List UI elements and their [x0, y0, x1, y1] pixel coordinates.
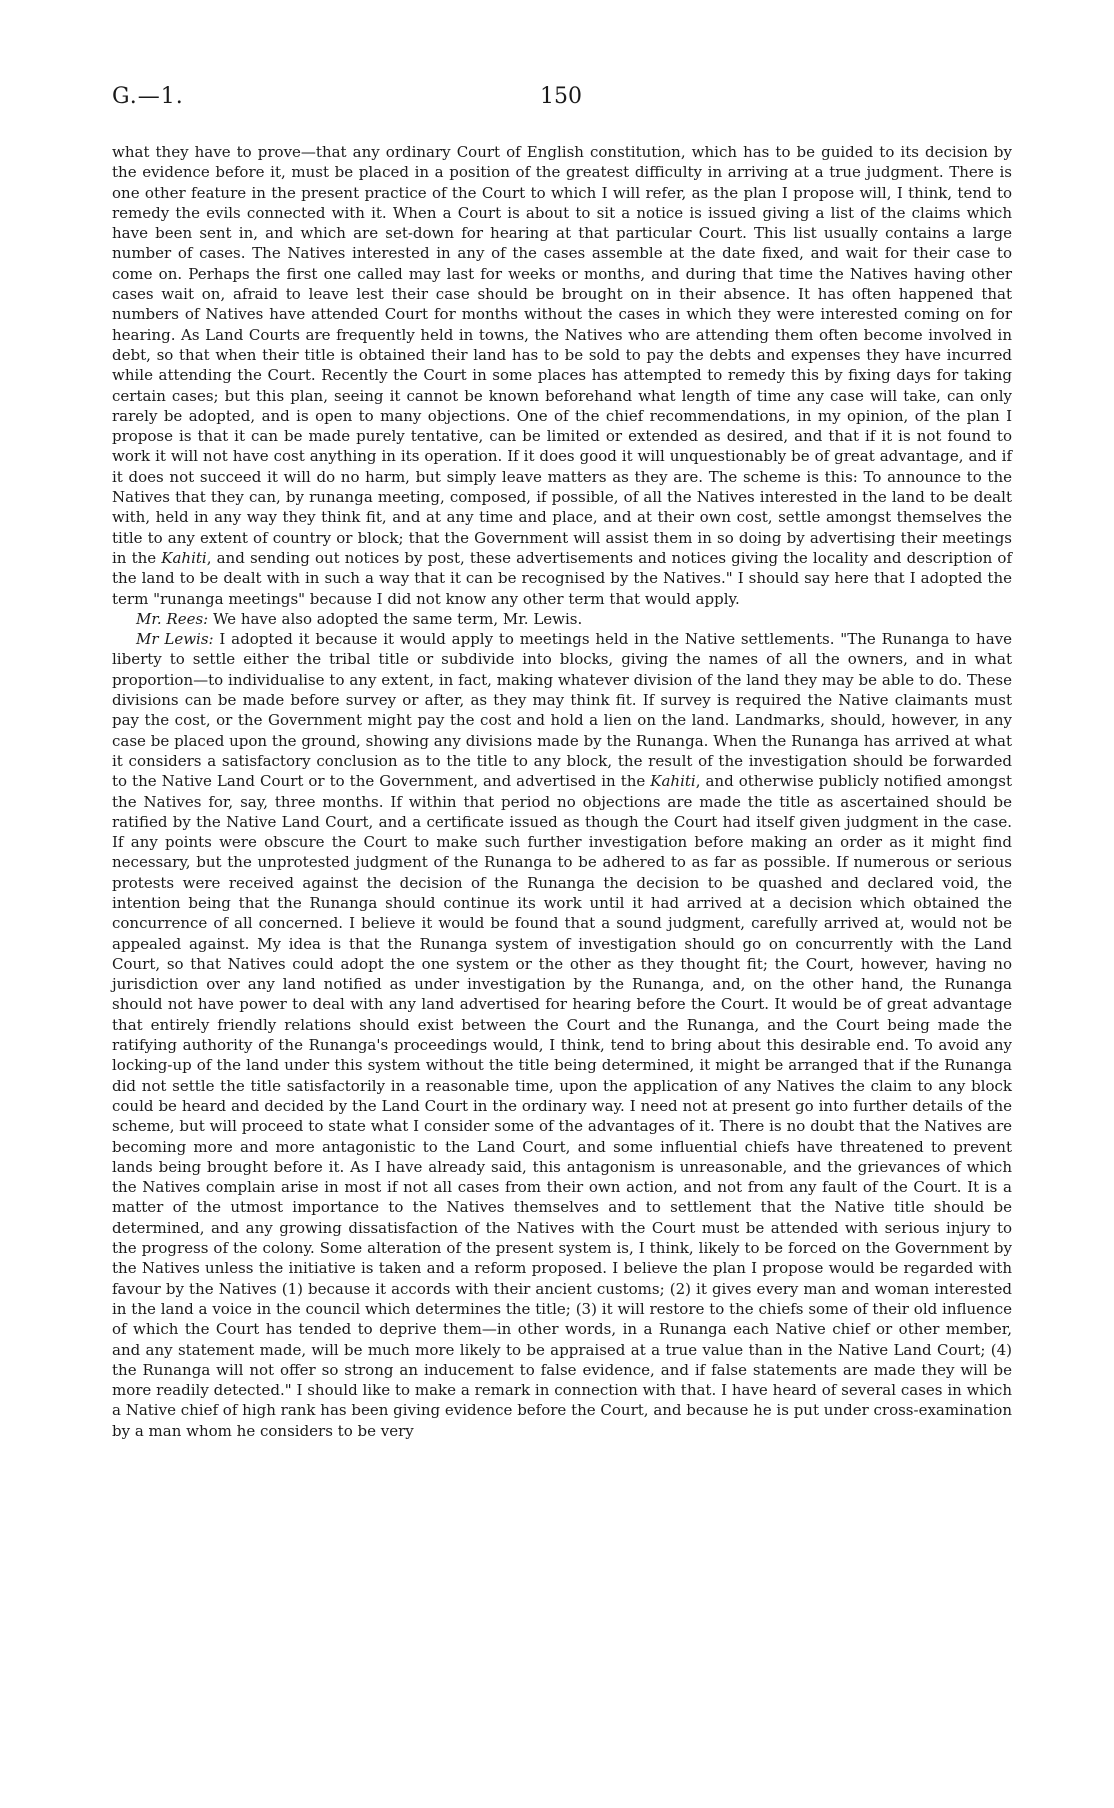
paragraph — [112, 142, 1012, 609]
speaker-label: Mr Lewis: — [136, 630, 214, 649]
text-run: , and otherwise publicly notified amongst the Natives for, say, three months. If within that period no objections are made the title as ascertained should be ratified by the Native Land Court, and a certificate issued as though the Court had itself given judgment in the case. If any points were obscure the Court to make such further investigation before making an order as it might find necessary, but the unprotested judgment of the Runanga to be adhered to as far as possible. If numerous or serious protests were received against the decision of the Runanga the decision to be quashed and declared void, the intention being that the Runanga should continue its work until it had arrived at a decision which obtained the concurrence of all concerned. I believe it would be found that a sound judgment, carefully arrived at, would not be appealed against. My idea is that the Runanga system of investigation should go on concurrently with the Land Court, so that Natives could adopt the one system or the other as they thought fit; the Court, however, having no jurisdiction over any land notified as under investigation by the Runanga, and, on the other hand, the Runanga should not have power to deal with any land advertised for hearing before the Court. It would be of great advantage that entirely friendly relations should exist between the Court and the Runanga, and the Court being made the ratifying authority of the Runanga's proceedings would, I think, tend to bring about this desirable end. To avoid any locking-up of the land under this system without the title being determined, it might be arranged that if the Runanga did not settle the title satisfactorily in a reasonable time, upon the application of any Natives the claim to any block could be heard and decided by the Land Court in the ordinary way. I need not at present go into further details of the scheme, but will proceed to state what I consider some of the advantages of it. There is no doubt that the Natives are becoming more and more antagonistic to the Land Court, and some influential chiefs have threatened to prevent lands being brought before it. As I have already said, this antagonism is unreasonable, and the grievances of which the Natives complain arise in most if not all cases from their own action, and not from any fault of the Court. It is a matter of the utmost importance to the Natives themselves and to settlement that the Native title should be determined, and any growing dissatisfaction of the Natives with the Court must be attended with serious injury to the progress of the colony. Some alteration of the present system is, I think, likely to be forced on the Government by the Natives unless the initiative is taken and a reform proposed. I believe the plan I propose would be regarded with favour by the Natives (1) because it accords with their ancient customs; (2) it gives every man and woman interested in the land a voice in the council which determines the title; (3) it will restore to the chiefs some of their old influence of which the Court has tended to deprive them—in other words, in a Runanga each Native chief or other member, and any statement made, will be much more likely to be appraised at a true value than in the Native Land Court; (4) the Runanga will not offer so strong an inducement to false evidence, and if false statements are made they will be more readily detected." I should like to make a remark in connection with that. I have heard of several cases in which a Native chief of high rank has been giving evidence before the Court, and because he is put under cross-examination by a man whom he considers to be very — [112, 772, 1012, 1440]
page-body — [112, 142, 1012, 1441]
text-run: I adopted it because it would apply to meetings held in the Native settlements. "The Runanga to have liberty to settle either the tribal title or subdivide into blocks, giving the names of all the owners, and in what proportion—to individualise to any extent, in fact, making whatever division of the land they may be able to do. These divisions can be made before survey or after, as they may think fit. If survey is required the Native claimants must pay the cost, or the Government might pay the cost and hold a lien on the land. Landmarks, should, however, in any case be placed upon the ground, showing any divisions made by the Runanga. When the Runanga has arrived at what it considers a satisfactory conclusion as to the title to any block, the result of the investigation should be forwarded to the Native Land Court or to the Government, and advertised in the — [112, 630, 1013, 791]
text-run: what they have to prove—that any ordinary Court of English constitution, which has to be guided to its decision by the evidence before it, must be placed in a position of the greatest difficulty in arriving at a true judgment. There is one other feature in the present practice of the Court to which I will refer, as the plan I propose will, I think, tend to remedy the evils connected with it. When a Court is about to sit a notice is issued giving a list of the claims which have been sent in, and which are set-down for hearing at that particular Court. This list usually contains a large number of cases. The Natives interested in any of the cases assemble at the date fixed, and wait for their case to come on. Perhaps the first one called may last for weeks or months, and during that time the Natives having other cases wait on, afraid to leave lest their case should be brought on in their absence. It has often happened that numbers of Natives have attended Court for months without the cases in which they were interested coming on for hearing. As Land Courts are frequently held in towns, the Natives who are attending them often become involved in debt, so that when their title is obtained their land has to be sold to pay the debts and expenses they have incurred while attending the Court. Recently the Court in some places has attempted to remedy this by fixing days for taking certain cases; but this plan, seeing it cannot be known beforehand what length of time any case will take, can only rarely be adopted, and is open to many objections. One of the chief recommendations, in my opinion, of the plan I propose is that it can be made purely tentative, can be limited or extended as desired, and that if it is not found to work it will not have cost anything in its operation. If it does good it will unquestionably be of great advantage, and if it does not succeed it will do no harm, but simply leave matters as they are. The scheme is this: To announce to the Natives that they can, by runanga meeting, composed, if possible, of all the Natives interested in the land to be dealt with, held in any way they think fit, and at any time and place, and at their own cost, settle amongst themselves the title to any extent of country or block; that the Government will assist them in so doing by advertising their meetings in the — [112, 143, 1012, 567]
speaker-label: Mr. Rees: — [136, 609, 209, 628]
italic-text-run: Kahiti — [650, 772, 696, 791]
text-run: , and sending out notices by post, these advertisements and notices giving the locality and description of the land to be dealt with in such a way that it can be recognised by the Natives." I should say here that I adopted the term "runanga meetings" because I did not know any other term that would apply. — [112, 548, 1012, 608]
italic-text-run: Kahiti — [161, 548, 207, 567]
document-reference: G.—1. — [112, 84, 184, 109]
page-header — [112, 84, 1012, 124]
paragraph — [112, 609, 1012, 629]
text-run: We have also adopted the same term, Mr. Lewis. — [208, 609, 583, 628]
page-number: 150 — [540, 84, 582, 109]
paragraph — [112, 629, 1012, 1441]
